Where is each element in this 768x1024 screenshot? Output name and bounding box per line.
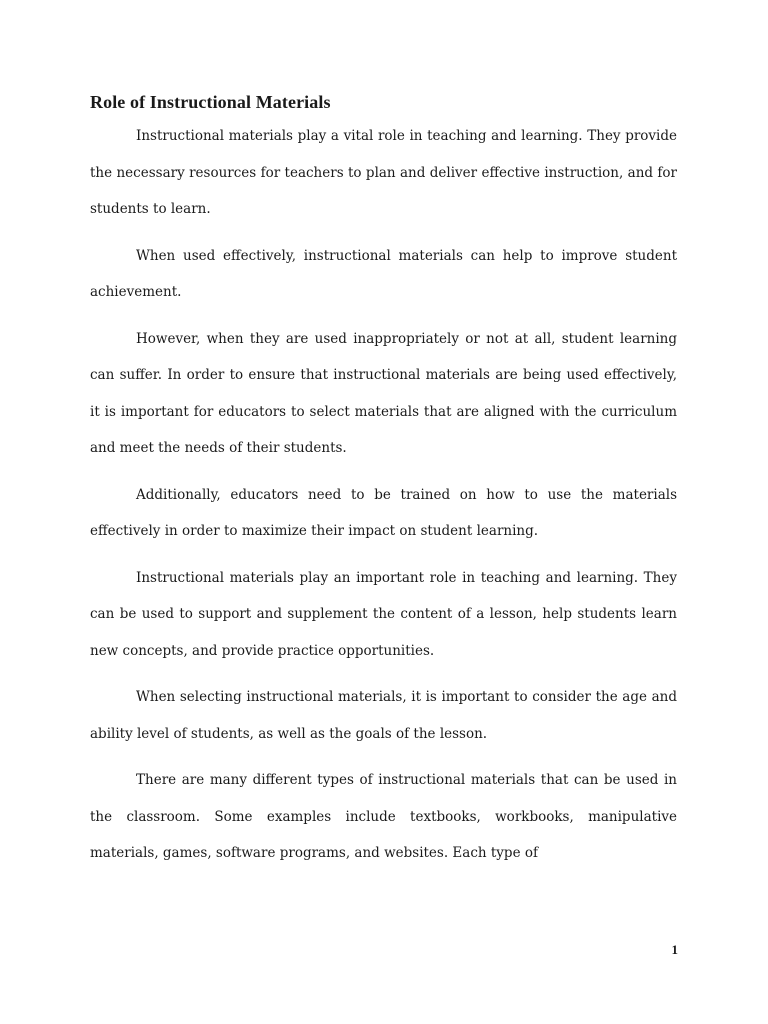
page-number: 1 [671, 942, 678, 957]
paragraph-2: When used effectively, instructional materials can help to improve student achievement. [90, 247, 677, 300]
paragraph-4: Additionally, educators need to be trained on how to use the materials effectively in order to maximize their impact on student learning. [90, 486, 677, 539]
paragraph-7: There are many different types of instructional materials that can be used in the classroom. Some examples include textbooks, workbooks, manipulative materials, games, software programs, and websites. Each type of [90, 772, 677, 861]
page-heading: Role of Instructional Materials [90, 92, 331, 112]
body-text [90, 118, 677, 882]
paragraph-3: However, when they are used inappropriately or not at all, student learning can suffer. In order to ensure that instructional materials are being used effectively, it is important for educators to select materials that are aligned with the curriculum and meet the needs of their students. [90, 330, 677, 456]
paragraph-6: When selecting instructional materials, it is important to consider the age and ability level of students, as well as the goals of the lesson. [90, 689, 677, 742]
paragraph-5: Instructional materials play an important role in teaching and learning. They can be used to support and supplement the content of a lesson, help students learn new concepts, and provide practice opportunities. [90, 569, 677, 659]
paragraph-1: Instructional materials play a vital role in teaching and learning. They provide the necessary resources for teachers to plan and deliver effective instruction, and for students to learn. [90, 128, 677, 217]
